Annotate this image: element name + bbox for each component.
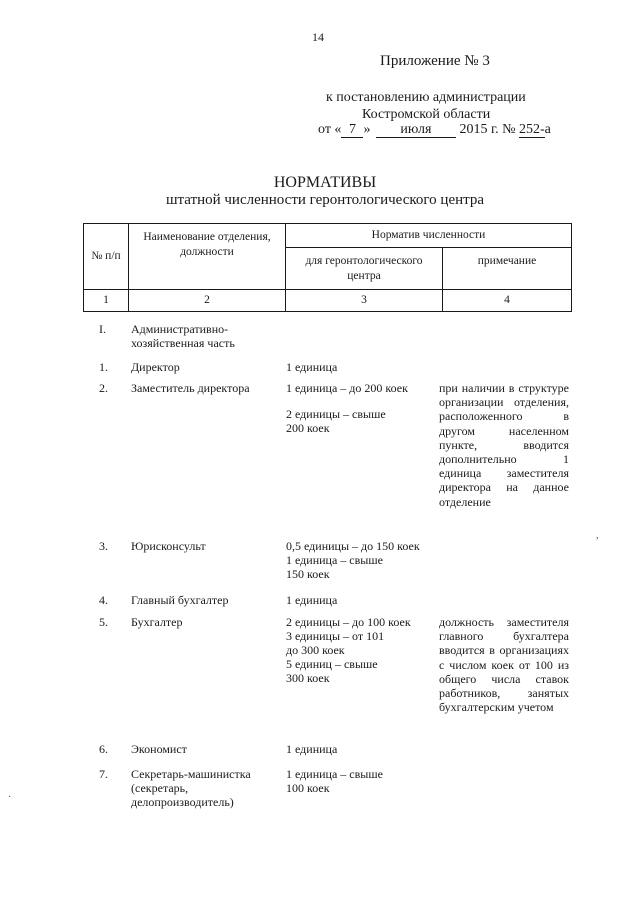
- row-name: Секретарь-машинистка (секретарь, делопроизводитель): [131, 767, 251, 810]
- row-norm: 5 единиц – свыше 300 коек: [286, 657, 378, 686]
- document-title: НОРМАТИВЫ: [273, 174, 377, 191]
- row-name: Бухгалтер: [131, 615, 183, 629]
- row-num: 6.: [99, 742, 108, 756]
- decree-date-line: [318, 122, 551, 138]
- row-name: Директор: [131, 360, 180, 374]
- row-note: при наличии в структуре организации отделения, расположенного в другом населенном пункте, вводится дополнительно 1 единица заместителя директора на данное отделение: [439, 381, 569, 509]
- row-norm: 0,5 единицы – до 150 коек: [286, 539, 420, 553]
- decree-year: 2015 г. №: [459, 122, 516, 137]
- decree-day: 7: [341, 123, 363, 138]
- row-norm: 1 единица – свыше 100 коек: [286, 767, 383, 796]
- col-note-header: примечание: [443, 248, 572, 290]
- row-num: 2.: [99, 381, 108, 395]
- row-norm: 2 единицы – свыше 200 коек: [286, 407, 386, 436]
- row-num: 1.: [99, 360, 108, 374]
- row-num: I.: [99, 322, 106, 336]
- row-norm: 1 единица – до 200 коек: [286, 381, 408, 395]
- row-name: Юрисконсульт: [131, 539, 206, 553]
- row-num: 5.: [99, 615, 108, 629]
- page-number: 14: [312, 30, 324, 44]
- row-name: Экономист: [131, 742, 187, 756]
- row-norm: 1 единица: [286, 742, 338, 756]
- decree-line-2: Костромской области: [362, 107, 491, 122]
- row-norm: 2 единицы – до 100 коек: [286, 615, 411, 629]
- decree-number: 252-а: [518, 122, 551, 137]
- row-name: Заместитель директора: [131, 381, 250, 395]
- scan-speck: ·: [8, 792, 12, 803]
- col-index-4: 4: [443, 290, 572, 312]
- row-norm: 1 единица: [286, 593, 338, 607]
- row-name: Главный бухгалтер: [131, 593, 229, 607]
- col-norm-center-header: для геронтологического центра: [286, 248, 443, 290]
- row-num: 3.: [99, 539, 108, 553]
- col-num-header: № п/п: [84, 224, 129, 290]
- scan-speck: ,: [596, 530, 599, 541]
- row-name: Административно-хозяйственная часть: [131, 322, 235, 351]
- col-index-1: 1: [84, 290, 129, 312]
- row-num: 7.: [99, 767, 108, 781]
- decree-line-1: к постановлению администрации: [326, 90, 526, 105]
- decree-mid: »: [363, 122, 371, 137]
- appendix-heading: Приложение № 3: [380, 53, 490, 69]
- col-index-2: 2: [129, 290, 286, 312]
- col-name-header: Наименование отделения, должности: [129, 224, 286, 290]
- col-norm-header: Норматив численности: [286, 224, 572, 248]
- row-norm: 1 единица – свыше 150 коек: [286, 553, 383, 582]
- decree-month: июля: [376, 123, 456, 138]
- document-subtitle: штатной численности геронтологического центра: [165, 192, 485, 208]
- row-norm: 1 единица: [286, 360, 338, 374]
- col-index-3: 3: [286, 290, 443, 312]
- header-table: [83, 223, 572, 312]
- row-norm: 3 единицы – от 101 до 300 коек: [286, 629, 385, 658]
- row-note: должность заместителя главного бухгалтера вводится в организациях с числом коек от 100 из общего числа ставок работников, занятых бухгалтерским учетом: [439, 615, 569, 715]
- row-num: 4.: [99, 593, 108, 607]
- decree-prefix: от «: [318, 122, 342, 137]
